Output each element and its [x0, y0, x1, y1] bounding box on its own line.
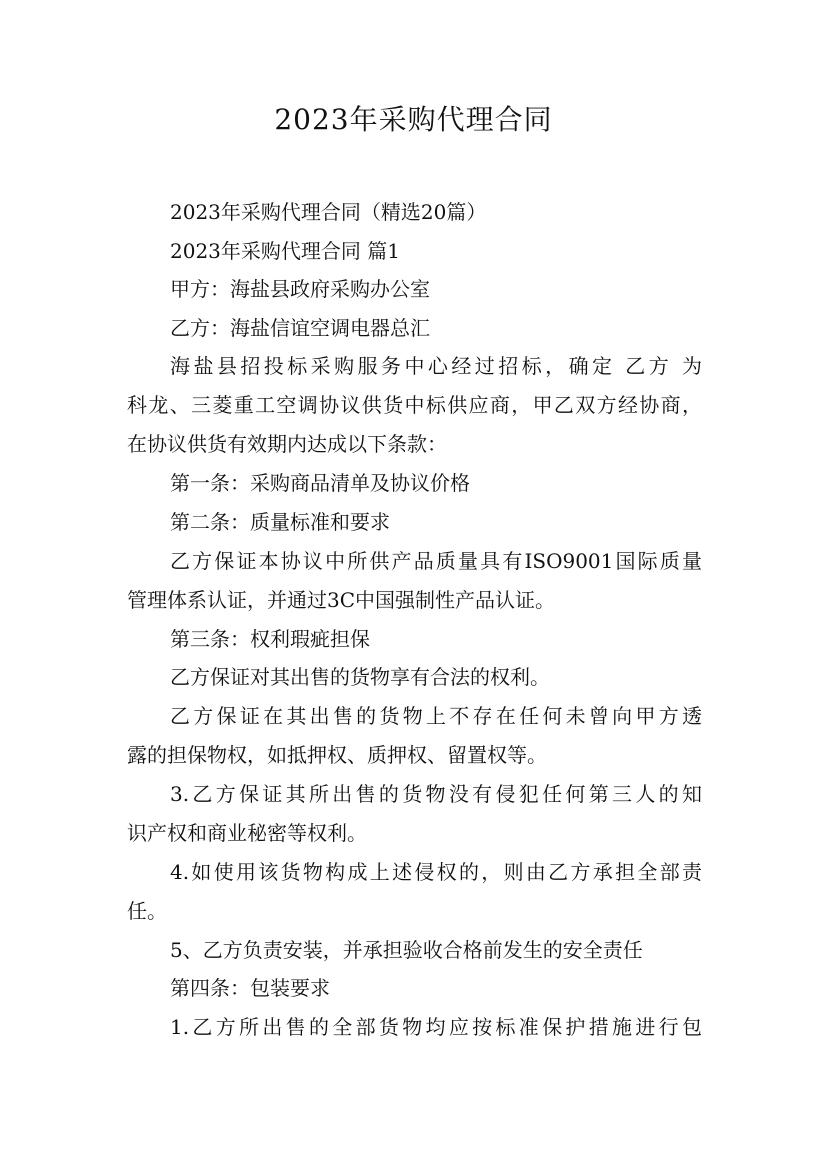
- text-line: 在协议供货有效期内达成以下条款：: [127, 432, 447, 456]
- text-line: 任。: [127, 899, 167, 923]
- text-line: 乙方保证在其出售的货物上不存在任何未曾向甲方透: [170, 704, 702, 728]
- text-line: 1.乙方所出售的全部货物均应按标准保护措施进行包: [170, 1015, 702, 1039]
- text-line: 2023年采购代理合同 篇1: [170, 239, 400, 263]
- text-line: 甲方：海盐县政府采购办公室: [170, 277, 430, 301]
- text-line: 海盐县招投标采购服务中心经过招标，确定 乙方 为: [170, 354, 702, 378]
- text-line: 乙方保证对其出售的货物享有合法的权利。: [170, 665, 550, 689]
- text-line: 5、乙方负责安装，并承担验收合格前发生的安全责任: [170, 938, 643, 962]
- document-title: 2023年采购代理合同: [274, 103, 553, 136]
- text-line: 乙方：海盐信谊空调电器总汇: [170, 316, 430, 340]
- text-line: 第一条：采购商品清单及协议价格: [170, 471, 470, 495]
- text-line: 4.如使用该货物构成上述侵权的，则由乙方承担全部责: [170, 860, 702, 884]
- text-line: 3.乙方保证其所出售的货物没有侵犯任何第三人的知: [170, 782, 702, 806]
- text-line: 第三条：权利瑕疵担保: [170, 627, 370, 651]
- text-line: 管理体系认证，并通过3C中国强制性产品认证。: [127, 588, 556, 612]
- text-line: 2023年采购代理合同（精选20篇）: [170, 200, 487, 224]
- text-line: 科龙、三菱重工空调协议供货中标供应商，甲乙双方经协商，: [127, 393, 702, 417]
- text-line: 识产权和商业秘密等权利。: [127, 821, 367, 845]
- text-line: 第四条：包装要求: [170, 976, 330, 1000]
- text-line: 第二条：质量标准和要求: [170, 510, 390, 534]
- text-line: 乙方保证本协议中所供产品质量具有ISO9001国际质量: [170, 549, 702, 573]
- text-line: 露的担保物权，如抵押权、质押权、留置权等。: [127, 743, 547, 767]
